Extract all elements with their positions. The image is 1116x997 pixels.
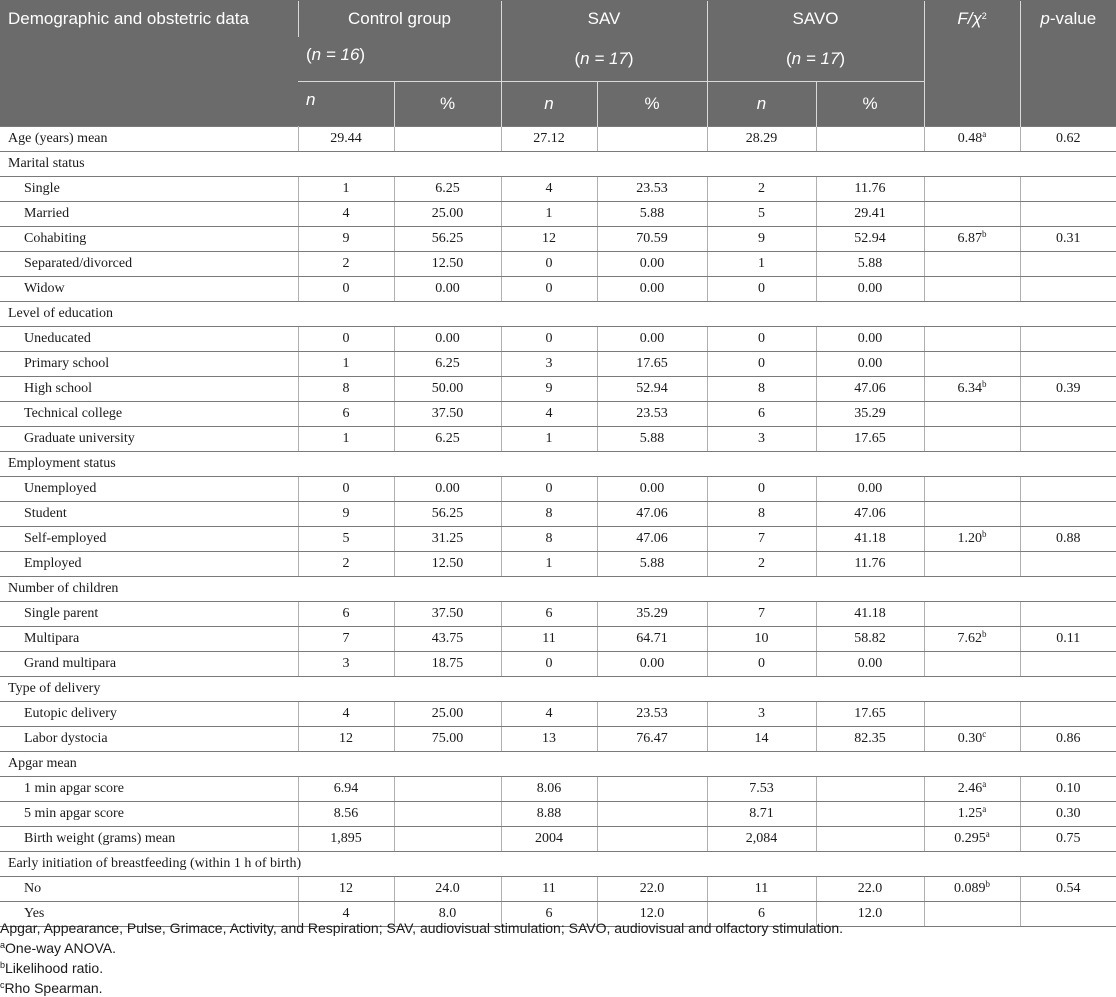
cell-savo-pct: 22.0 [816, 877, 924, 902]
cell-stat [924, 502, 1020, 527]
cell-p-value [1020, 552, 1116, 577]
cell-stat [924, 602, 1020, 627]
cell-savo-n: 5 [707, 202, 816, 227]
cell-savo-pct: 5.88 [816, 252, 924, 277]
cell-sav-pct: 76.47 [597, 727, 707, 752]
cell-savo-n: 0 [707, 277, 816, 302]
cell-sav-n: 0 [501, 652, 597, 677]
row-label: Grand multipara [0, 652, 298, 677]
cell-savo-pct: 11.76 [816, 177, 924, 202]
table-row [0, 602, 1116, 627]
cell-stat [924, 277, 1020, 302]
table-row [0, 827, 1116, 852]
cell-sav-pct: 35.29 [597, 602, 707, 627]
cell-control-pct: 0.00 [394, 477, 501, 502]
cell-savo-n: 8 [707, 377, 816, 402]
footnote-b: $^b$Likelihood ratio. [0, 960, 104, 976]
table-row [0, 652, 1116, 677]
cell-control-n: 1,895 [298, 827, 394, 852]
cell-savo-n: 28.29 [707, 127, 816, 152]
cell-control-pct: 75.00 [394, 727, 501, 752]
cell-savo-n: 6 [707, 902, 816, 927]
cell-sav-n: 9 [501, 377, 597, 402]
row-label: Eutopic delivery [0, 702, 298, 727]
cell-control-n: 6 [298, 602, 394, 627]
header-group-control: Control group [298, 1, 501, 38]
table-header [0, 1, 1116, 127]
row-label: Primary school [0, 352, 298, 377]
cell-stat [924, 702, 1020, 727]
cell-control-pct: 50.00 [394, 377, 501, 402]
table-body [0, 127, 1116, 927]
cell-control-pct: 12.50 [394, 552, 501, 577]
header-title: Demographic and obstetric data [0, 1, 298, 127]
header-group-sav: SAV [501, 1, 707, 38]
section-label: Apgar mean [0, 752, 1116, 777]
cell-sav-pct: 0.00 [597, 252, 707, 277]
cell-sav-n: 8 [501, 527, 597, 552]
cell-control-n: 7 [298, 627, 394, 652]
cell-stat: 0.30$^c$ [924, 727, 1020, 752]
row-label: High school [0, 377, 298, 402]
cell-sav-pct: 0.00 [597, 327, 707, 352]
cell-control-n: 9 [298, 227, 394, 252]
cell-savo-n: 0 [707, 652, 816, 677]
section-row [0, 452, 1116, 477]
cell-control-pct: 37.50 [394, 602, 501, 627]
table-row [0, 327, 1116, 352]
cell-p-value: 0.11 [1020, 627, 1116, 652]
cell-savo-n: 3 [707, 427, 816, 452]
cell-stat [924, 552, 1020, 577]
cell-sav-n: 8.88 [501, 802, 597, 827]
cell-sav-pct: 0.00 [597, 652, 707, 677]
cell-savo-pct [816, 827, 924, 852]
cell-control-pct: 6.25 [394, 427, 501, 452]
cell-sav-pct: 23.53 [597, 402, 707, 427]
table-row [0, 802, 1116, 827]
table-row [0, 702, 1116, 727]
cell-control-n: 4 [298, 702, 394, 727]
cell-sav-pct: 5.88 [597, 552, 707, 577]
header-p-value: p-value [1020, 1, 1116, 127]
cell-savo-n: 9 [707, 227, 816, 252]
cell-p-value: 0.75 [1020, 827, 1116, 852]
cell-sav-n: 27.12 [501, 127, 597, 152]
row-label: 5 min apgar score [0, 802, 298, 827]
cell-p-value [1020, 177, 1116, 202]
cell-control-n: 0 [298, 327, 394, 352]
cell-control-n: 2 [298, 252, 394, 277]
cell-control-n: 1 [298, 352, 394, 377]
cell-sav-pct: 12.0 [597, 902, 707, 927]
cell-sav-n: 11 [501, 627, 597, 652]
cell-sav-pct [597, 127, 707, 152]
header-sub-pct: % [394, 82, 501, 127]
cell-p-value [1020, 202, 1116, 227]
table-row [0, 527, 1116, 552]
cell-stat [924, 252, 1020, 277]
header-sub-pct: % [816, 82, 924, 127]
cell-p-value: 0.86 [1020, 727, 1116, 752]
cell-savo-pct: 82.35 [816, 727, 924, 752]
cell-savo-n: 0 [707, 327, 816, 352]
table-row [0, 552, 1116, 577]
cell-p-value [1020, 652, 1116, 677]
cell-p-value [1020, 602, 1116, 627]
cell-control-n: 12 [298, 727, 394, 752]
section-row [0, 577, 1116, 602]
cell-control-pct [394, 127, 501, 152]
cell-sav-n: 8.06 [501, 777, 597, 802]
cell-sav-pct: 5.88 [597, 202, 707, 227]
cell-sav-n: 6 [501, 602, 597, 627]
cell-stat [924, 902, 1020, 927]
cell-sav-n: 4 [501, 177, 597, 202]
cell-savo-n: 11 [707, 877, 816, 902]
cell-control-pct: 25.00 [394, 202, 501, 227]
cell-control-pct: 56.25 [394, 227, 501, 252]
cell-sav-pct: 23.53 [597, 702, 707, 727]
cell-savo-n: 2 [707, 177, 816, 202]
cell-savo-pct: 17.65 [816, 702, 924, 727]
cell-sav-pct: 47.06 [597, 502, 707, 527]
cell-savo-pct [816, 127, 924, 152]
section-row [0, 852, 1116, 877]
cell-sav-pct: 0.00 [597, 477, 707, 502]
cell-stat: 6.34$^b$ [924, 377, 1020, 402]
header-n-sav: (n = 17) [501, 37, 707, 82]
table-row [0, 252, 1116, 277]
cell-savo-n: 7.53 [707, 777, 816, 802]
table-row [0, 477, 1116, 502]
cell-stat [924, 652, 1020, 677]
cell-sav-n: 6 [501, 902, 597, 927]
row-label: Single parent [0, 602, 298, 627]
cell-savo-n: 0 [707, 352, 816, 377]
row-label: 1 min apgar score [0, 777, 298, 802]
cell-savo-n: 7 [707, 527, 816, 552]
cell-savo-pct: 29.41 [816, 202, 924, 227]
cell-p-value: 0.30 [1020, 802, 1116, 827]
cell-savo-pct: 52.94 [816, 227, 924, 252]
cell-p-value: 0.10 [1020, 777, 1116, 802]
cell-sav-n: 4 [501, 402, 597, 427]
row-label: Student [0, 502, 298, 527]
section-label: Employment status [0, 452, 1116, 477]
cell-sav-n: 12 [501, 227, 597, 252]
cell-control-pct: 0.00 [394, 327, 501, 352]
row-label: Yes [0, 902, 298, 927]
cell-p-value [1020, 902, 1116, 927]
cell-control-n: 9 [298, 502, 394, 527]
cell-control-n: 6.94 [298, 777, 394, 802]
cell-savo-pct: 12.0 [816, 902, 924, 927]
cell-control-n: 2 [298, 552, 394, 577]
cell-savo-n: 1 [707, 252, 816, 277]
row-label: Labor dystocia [0, 727, 298, 752]
cell-control-pct [394, 827, 501, 852]
row-label: No [0, 877, 298, 902]
cell-stat [924, 177, 1020, 202]
cell-control-pct: 56.25 [394, 502, 501, 527]
row-label: Unemployed [0, 477, 298, 502]
cell-p-value: 0.39 [1020, 377, 1116, 402]
cell-sav-n: 4 [501, 702, 597, 727]
cell-control-pct: 6.25 [394, 352, 501, 377]
section-label: Level of education [0, 302, 1116, 327]
cell-sav-pct: 22.0 [597, 877, 707, 902]
footnote-abbreviations: Apgar, Appearance, Pulse, Grimace, Activity, and Respiration; SAV, audiovisual stimulation; SAVO, audiovisual and olfactory stimulation. [0, 920, 844, 936]
cell-p-value [1020, 427, 1116, 452]
cell-sav-pct: 47.06 [597, 527, 707, 552]
cell-p-value [1020, 277, 1116, 302]
cell-stat: 0.089$^b$ [924, 877, 1020, 902]
cell-stat: 7.62$^b$ [924, 627, 1020, 652]
cell-control-pct: 37.50 [394, 402, 501, 427]
footnote-c: $^c$Rho Spearman. [0, 980, 103, 996]
cell-savo-pct: 41.18 [816, 527, 924, 552]
cell-stat [924, 202, 1020, 227]
header-sub-n: n [707, 82, 816, 127]
row-label: Graduate university [0, 427, 298, 452]
cell-p-value [1020, 477, 1116, 502]
cell-savo-pct: 47.06 [816, 377, 924, 402]
header-stat: $F/\chi^2$ [924, 1, 1020, 127]
cell-control-pct: 25.00 [394, 702, 501, 727]
cell-control-pct: 24.0 [394, 877, 501, 902]
cell-p-value [1020, 702, 1116, 727]
cell-sav-n: 0 [501, 477, 597, 502]
row-label: Employed [0, 552, 298, 577]
header-sub-pct: % [597, 82, 707, 127]
cell-savo-n: 14 [707, 727, 816, 752]
cell-stat: 0.48$^a$ [924, 127, 1020, 152]
cell-sav-n: 0 [501, 277, 597, 302]
cell-savo-pct [816, 802, 924, 827]
cell-sav-pct: 23.53 [597, 177, 707, 202]
cell-control-n: 1 [298, 427, 394, 452]
row-label: Married [0, 202, 298, 227]
cell-stat [924, 402, 1020, 427]
cell-p-value: 0.62 [1020, 127, 1116, 152]
cell-savo-pct [816, 777, 924, 802]
cell-sav-pct [597, 777, 707, 802]
cell-control-n: 8.56 [298, 802, 394, 827]
cell-control-pct: 8.0 [394, 902, 501, 927]
table-row [0, 402, 1116, 427]
cell-savo-n: 7 [707, 602, 816, 627]
cell-sav-pct: 5.88 [597, 427, 707, 452]
cell-stat [924, 427, 1020, 452]
cell-sav-n: 3 [501, 352, 597, 377]
cell-stat: 2.46$^a$ [924, 777, 1020, 802]
table-row [0, 727, 1116, 752]
cell-sav-n: 1 [501, 552, 597, 577]
cell-savo-pct: 0.00 [816, 327, 924, 352]
cell-sav-n: 0 [501, 327, 597, 352]
table-row [0, 502, 1116, 527]
row-label: Age (years) mean [0, 127, 298, 152]
cell-control-n: 8 [298, 377, 394, 402]
cell-sav-pct: 64.71 [597, 627, 707, 652]
row-label: Cohabiting [0, 227, 298, 252]
cell-stat [924, 327, 1020, 352]
cell-sav-n: 1 [501, 427, 597, 452]
cell-control-n: 29.44 [298, 127, 394, 152]
cell-control-n: 0 [298, 477, 394, 502]
cell-control-n: 5 [298, 527, 394, 552]
cell-control-n: 1 [298, 177, 394, 202]
cell-sav-n: 2004 [501, 827, 597, 852]
cell-control-n: 12 [298, 877, 394, 902]
row-label: Self-employed [0, 527, 298, 552]
cell-p-value [1020, 352, 1116, 377]
table-row [0, 877, 1116, 902]
row-label: Birth weight (grams) mean [0, 827, 298, 852]
header-n-savo: (n = 17) [707, 37, 924, 82]
table-row [0, 777, 1116, 802]
row-label: Single [0, 177, 298, 202]
cell-control-pct: 18.75 [394, 652, 501, 677]
cell-p-value: 0.54 [1020, 877, 1116, 902]
cell-control-pct [394, 777, 501, 802]
cell-savo-n: 0 [707, 477, 816, 502]
table-row [0, 352, 1116, 377]
cell-p-value [1020, 252, 1116, 277]
cell-savo-n: 3 [707, 702, 816, 727]
table-row [0, 277, 1116, 302]
cell-savo-n: 8.71 [707, 802, 816, 827]
cell-sav-pct: 70.59 [597, 227, 707, 252]
cell-savo-pct: 0.00 [816, 652, 924, 677]
cell-savo-pct: 35.29 [816, 402, 924, 427]
cell-savo-n: 2,084 [707, 827, 816, 852]
header-sub-n: n [298, 82, 394, 127]
cell-sav-pct: 0.00 [597, 277, 707, 302]
cell-sav-n: 1 [501, 202, 597, 227]
cell-control-n: 3 [298, 652, 394, 677]
section-row [0, 152, 1116, 177]
cell-control-n: 6 [298, 402, 394, 427]
row-label: Technical college [0, 402, 298, 427]
cell-p-value [1020, 502, 1116, 527]
cell-savo-n: 8 [707, 502, 816, 527]
cell-savo-n: 6 [707, 402, 816, 427]
cell-savo-pct: 17.65 [816, 427, 924, 452]
row-label: Separated/divorced [0, 252, 298, 277]
cell-savo-n: 2 [707, 552, 816, 577]
cell-control-pct: 31.25 [394, 527, 501, 552]
section-row [0, 677, 1116, 702]
cell-savo-pct: 58.82 [816, 627, 924, 652]
table-row [0, 177, 1116, 202]
cell-control-pct [394, 802, 501, 827]
cell-control-pct: 43.75 [394, 627, 501, 652]
table-row [0, 377, 1116, 402]
section-label: Marital status [0, 152, 1116, 177]
header-n-control: (n = 16) [298, 37, 501, 82]
cell-savo-n: 10 [707, 627, 816, 652]
cell-p-value [1020, 402, 1116, 427]
section-label: Early initiation of breastfeeding (within 1 h of birth) [0, 852, 1116, 877]
table-row [0, 202, 1116, 227]
cell-sav-pct: 17.65 [597, 352, 707, 377]
cell-savo-pct: 0.00 [816, 277, 924, 302]
cell-savo-pct: 41.18 [816, 602, 924, 627]
section-row [0, 302, 1116, 327]
cell-savo-pct: 0.00 [816, 477, 924, 502]
cell-sav-n: 8 [501, 502, 597, 527]
cell-savo-pct: 11.76 [816, 552, 924, 577]
cell-stat: 0.295$^a$ [924, 827, 1020, 852]
table-row [0, 227, 1116, 252]
cell-sav-pct [597, 827, 707, 852]
cell-control-pct: 6.25 [394, 177, 501, 202]
cell-p-value: 0.88 [1020, 527, 1116, 552]
footnote-a: $^a$One-way ANOVA. [0, 940, 117, 956]
cell-control-n: 4 [298, 902, 394, 927]
cell-sav-pct: 52.94 [597, 377, 707, 402]
section-label: Number of children [0, 577, 1116, 602]
cell-savo-pct: 0.00 [816, 352, 924, 377]
cell-sav-n: 11 [501, 877, 597, 902]
cell-savo-pct: 47.06 [816, 502, 924, 527]
row-label: Widow [0, 277, 298, 302]
cell-p-value: 0.31 [1020, 227, 1116, 252]
row-label: Uneducated [0, 327, 298, 352]
row-label: Multipara [0, 627, 298, 652]
cell-p-value [1020, 327, 1116, 352]
cell-sav-n: 0 [501, 252, 597, 277]
cell-stat: 6.87$^b$ [924, 227, 1020, 252]
cell-sav-pct [597, 802, 707, 827]
table-row [0, 627, 1116, 652]
cell-stat: 1.20$^b$ [924, 527, 1020, 552]
cell-stat: 1.25$^a$ [924, 802, 1020, 827]
cell-control-n: 0 [298, 277, 394, 302]
cell-stat [924, 477, 1020, 502]
header-group-savo: SAVO [707, 1, 924, 38]
cell-control-n: 4 [298, 202, 394, 227]
cell-sav-n: 13 [501, 727, 597, 752]
table-row [0, 127, 1116, 152]
cell-control-pct: 0.00 [394, 277, 501, 302]
header-sub-n: n [501, 82, 597, 127]
cell-control-pct: 12.50 [394, 252, 501, 277]
table-row [0, 427, 1116, 452]
cell-stat [924, 352, 1020, 377]
section-row [0, 752, 1116, 777]
section-label: Type of delivery [0, 677, 1116, 702]
